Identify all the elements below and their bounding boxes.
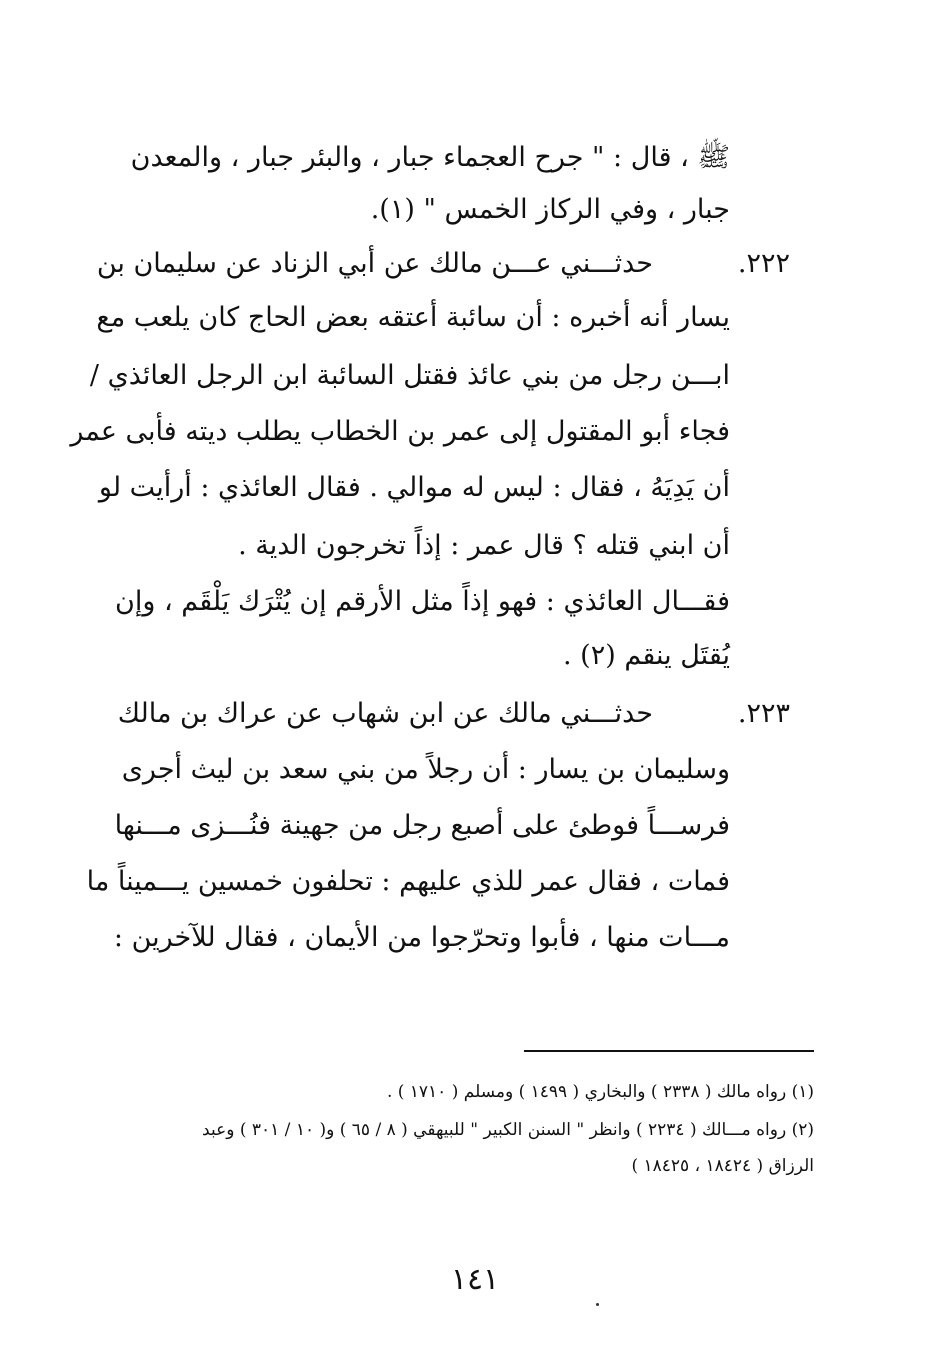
footnote-1: (١) رواه مالك ( ٢٣٣٨ ) والبخاري ( ١٤٩٩ ) ومسلم ( ١٧١٠ ) . [386,1082,814,1102]
hadith-line: يسار أنه أخبره : أن سائبة أعتقه بعض الحاج كان يلعب مع [96,302,730,333]
hadith-line: فقـــال العائذي : فهو إذاً مثل الأرقم إن يُتْرَك يَلْقَم ، وإن [115,586,730,617]
footnote-2-cont: الرزاق ( ١٨٤٢٤ ، ١٨٤٢٥ ) [631,1156,814,1176]
hadith-line: فمات ، فقال عمر للذي عليهم : تحلفون خمسين يـــميناً ما [86,866,730,897]
footnote-separator [524,1050,814,1052]
hadith-line: ابـــن رجل من بني عائذ فقتل السائبة ابن الرجل العائذي / [89,360,730,391]
hadith-line: مـــات منها ، فأبوا وتحرّجوا من الأيمان ، فقال للآخرين : [113,922,730,953]
hadith-line: فرســـاً فوطئ على أصبع رجل من جهينة فنُـــزى مـــنها [114,810,730,841]
hadith-line: فجاء أبو المقتول إلى عمر بن الخطاب يطلب ديته فأبى عمر [70,416,730,447]
page-number: ١٤١ [450,1262,500,1297]
hadith-line: أن ابني قتله ؟ قال عمر : إذاً تخرجون الدية . [238,530,730,561]
hadith-line: وسليمان بن يسار : أن رجلاً من بني سعد بن ليث أجرى [121,754,730,785]
scan-speck [596,1303,599,1306]
hadith-number: ٢٢٣. [737,698,790,729]
hadith-line: يُقتَل ينقم (٢) . [563,640,730,671]
footnote-2: (٢) رواه مـــالك ( ٢٢٣٤ ) وانظر " السنن الكبير " للبيهقي ( ٨ / ٦٥ ) و( ١٠ / ٣٠١ ) وعبد [202,1120,814,1140]
hadith-line: أن يَدِيَهُ ، فقال : ليس له موالي . فقال العائذي : أرأيت لو [98,472,730,503]
hadith-number: ٢٢٢. [737,248,790,279]
intro-line-2: جبار ، وفي الركاز الخمس " (١). [370,194,730,225]
hadith-line: حدثـــني مالك عن ابن شهاب عن عراك بن مالك [117,698,653,729]
hadith-line: حدثـــني عـــن مالك عن أبي الزناد عن سليمان بن [96,248,653,279]
intro-line-1: ﷺ ، قال : " جرح العجماء جبار ، والبئر جبار ، والمعدن [130,142,730,173]
